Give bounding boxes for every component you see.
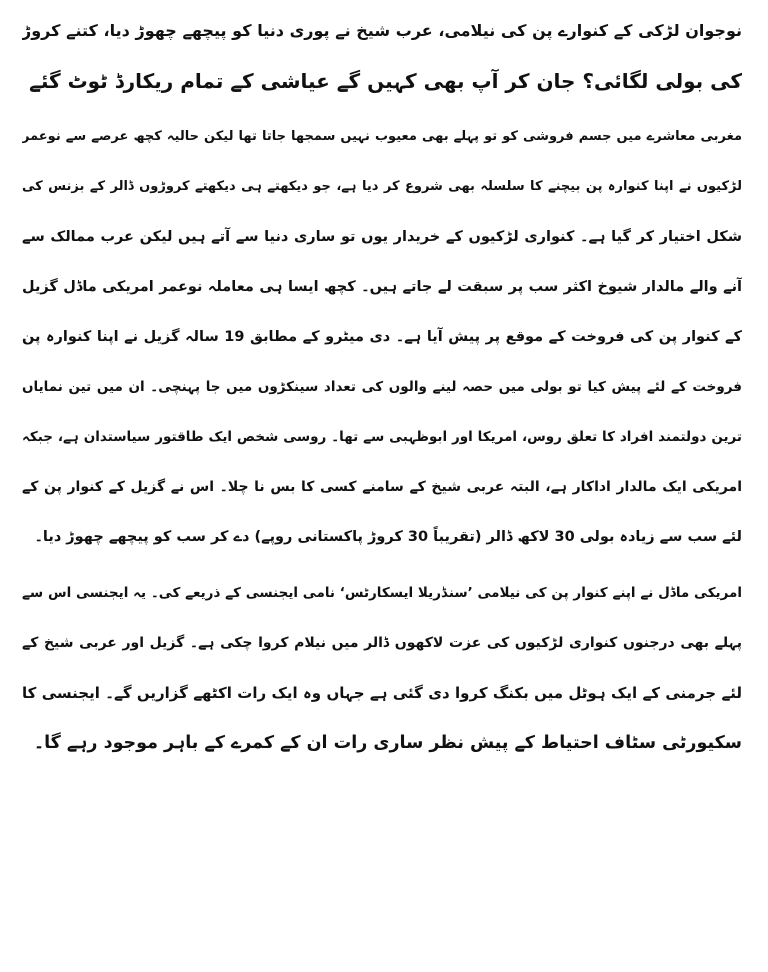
article-headline [22, 6, 742, 106]
paragraph-line: لئے سب سے زیادہ بولی 30 لاکھ ڈالر (تقریباً 30 کروڑ پاکستانی روپے) دے کر سب کو پیچھے چھوڑ دیا۔ [34, 529, 742, 545]
paragraph-line: فروخت کے لئے پیش کیا تو بولی میں حصہ لینے والوں کی تعداد سینکڑوں میں جا پہنچی۔ ان میں تین نمایاں [22, 379, 742, 395]
paragraph-line: امریکی ایک مالدار اداکار ہے، البتہ عربی شیخ کے سامنے کسی کا بس نا چلا۔ اس نے گزیل کے کنوار پن کے [22, 479, 742, 495]
paragraph-line: ترین دولتمند افراد کا تعلق روس، امریکا اور ابوظہبی سے تھا۔ روسی شخص ایک طاقتور سیاستدان ہے، جبکہ [22, 429, 742, 445]
paragraph-line: شکل اختیار کر گیا ہے۔ کنواری لڑکیوں کے خریدار یوں تو ساری دنیا سے آتے ہیں لیکن عرب ممالک سے [22, 229, 742, 245]
paragraph-line: لڑکیوں نے اپنا کنوارہ پن بیچنے کا سلسلہ بھی شروع کر دیا ہے، جو دیکھتے ہی دیکھتے کروڑوں ڈالر کے بزنس کی [22, 179, 742, 194]
paragraph-line: کے کنوار پن کی فروخت کے موقع پر پیش آیا ہے۔ دی میٹرو کے مطابق 19 سالہ گزیل نے اپنا کنوارہ پن [22, 329, 742, 345]
paragraph-line: لئے جرمنی کے ایک ہوٹل میں بکنگ کروا دی گئی ہے جہاں وہ ایک رات اکٹھے گزاریں گے۔ ایجنسی کا [22, 684, 742, 702]
paragraph-line: امریکی ماڈل نے اپنے کنوار پن کی نیلامی ’سنڈریلا ایسکارٹس‘ نامی ایجنسی کے ذریعے کی۔ یہ ایجنسی اس سے [22, 585, 742, 601]
paragraph-line: آنے والے مالدار شیوخ اکثر سب پر سبقت لے جاتے ہیں۔ کچھ ایسا ہی معاملہ نوعمر امریکی ماڈل گزیل [22, 279, 742, 295]
headline-line: کی بولی لگائی؟ جان کر آپ بھی کہیں گے عیاشی کے تمام ریکارڈ ٹوٹ گئے [29, 69, 742, 93]
paragraph-line: پہلے بھی درجنوں کنواری لڑکیوں کی عزت لاکھوں ڈالر میں نیلام کروا چکی ہے۔ گزیل اور عربی شیخ کے [22, 635, 742, 651]
article-paragraph [22, 112, 742, 562]
paragraph-line: مغربی معاشرے میں جسم فروشی کو تو پہلے بھی معیوب نہیں سمجھا جاتا تھا لیکن حالیہ کچھ عرصے سے نوعمر [22, 129, 742, 144]
paragraph-line: سکیورٹی سٹاف احتیاط کے پیش نظر ساری رات ان کے کمرے کے باہر موجود رہے گا۔ [33, 733, 742, 753]
article-paragraph [22, 568, 742, 768]
headline-line: نوجوان لڑکی کے کنوارے پن کی نیلامی، عرب شیخ نے پوری دنیا کو پیچھے چھوڑ دیا، کتنے کروڑ [22, 21, 742, 40]
